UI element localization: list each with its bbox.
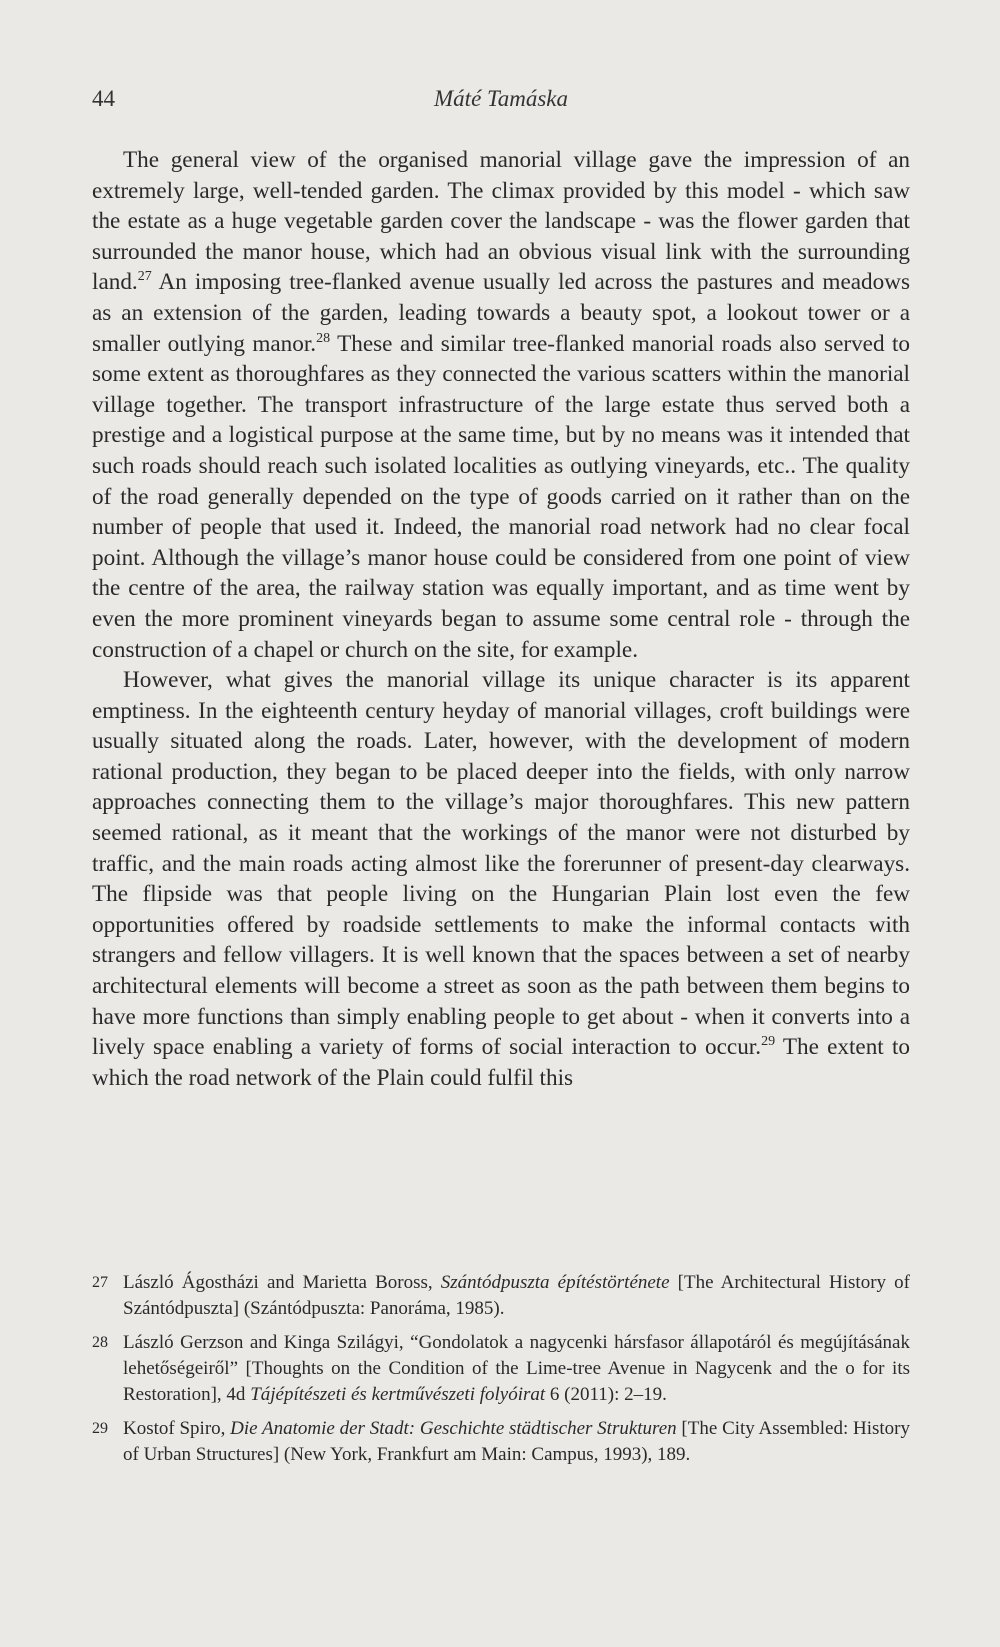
- page-number: 44: [92, 86, 115, 111]
- footnote-number: 28: [92, 1334, 108, 1351]
- footnote-number: 29: [92, 1420, 108, 1437]
- body-text: [92, 145, 910, 1093]
- footnote-text: [123, 1272, 910, 1319]
- footnote-text-post: 6 (2011): 2–19.: [545, 1384, 667, 1405]
- footnotes: [92, 1270, 910, 1476]
- footnote-ref-29: 29: [761, 1034, 776, 1050]
- footnote-text: [123, 1332, 910, 1405]
- paragraph-1-text-c: These and similar tree-flanked manorial roads also served to some extent as thoroughfares as they connected the various scatters within the manorial village together. The transport infrastructure of the large estate thus served both a prestige and a logistical purpose at the same time, but by no means was it intended that such roads should reach such isolated localities as outlying vineyards, etc.. The quality of the road generally depended on the type of goods carried on it rather than on the number of people that used it. Indeed, the manorial road network had no clear focal point. Although the village’s manor house could be considered from one point of view the centre of the area, the railway station was equally important, and as time went by even the more prominent vineyards began to assume some central role - through the construction of a chapel or church on the site, for example.: [92, 330, 910, 663]
- running-head-author: Máté Tamáska: [434, 86, 568, 111]
- footnote-title: Die Anatomie der Stadt: Geschichte städtischer Strukturen: [230, 1418, 677, 1439]
- paragraph-2: [92, 665, 910, 1093]
- footnote-text-pre: László Gerzson and Kinga Szilágyi, “Gondolatok a nagycenki hársfasor állapotáról és megújításának lehetőségeiről” [Thoughts on the Condition of the Lime-tree Avenue in Nagycenk and the o for its Restoration], 4d: [123, 1332, 910, 1405]
- footnote-text-post: [The Architectural History of Szántódpuszta] (Szántódpuszta: Panoráma, 1985).: [123, 1272, 911, 1319]
- footnote-29: [92, 1416, 910, 1468]
- footnote-28: [92, 1330, 910, 1408]
- footnote-text-post: [The City Assembled: History of Urban Structures] (New York, Frankfurt am Main: Campus, 1993), 189.: [123, 1418, 910, 1465]
- footnote-ref-28: 28: [316, 330, 331, 346]
- page-header: [92, 86, 910, 122]
- footnote-title: Tájépítészeti és kertművészeti folyóirat: [250, 1384, 546, 1405]
- footnote-27: [92, 1270, 910, 1322]
- paragraph-1-text-b: An imposing tree-flanked avenue usually led across the pastures and meadows as an extension of the garden, leading towards a beauty spot, a lookout tower or a smaller outlying manor.: [92, 269, 910, 357]
- footnote-number: 27: [92, 1274, 108, 1291]
- paragraph-2-text-a: However, what gives the manorial village its unique character is its apparent emptiness. In the eighteenth century heyday of manorial villages, croft buildings were usually situated along the roads. Later, however, with the development of modern rational production, they began to be placed deeper into the fields, with only narrow approaches connecting them to the village’s major thoroughfares. This new pattern seemed rational, as it meant that the workings of the manor were not disturbed by traffic, and the main roads acting almost like the forerunner of present-day clearways. The flipside was that people living on the Hungarian Plain lost even the few opportunities offered by roadside settlements to make the informal contacts with strangers and fellow villagers. It is well known that the spaces between a set of nearby architectural elements will become a street as soon as the path between them begins to have more functions than simply enabling people to get about - when it converts into a lively space enabling a variety of forms of social interaction to occur.: [92, 667, 910, 1061]
- paragraph-2-text-b: The extent to which the road network of the Plain could fulfil this: [92, 1034, 910, 1091]
- paragraph-1: [92, 145, 910, 665]
- footnote-ref-27: 27: [137, 269, 152, 285]
- paragraph-1-text-a: The general view of the organised manorial village gave the impression of an extremely large, well-tended garden. The climax provided by this model - which saw the estate as a huge vegetable garden cover the landscape - was the flower garden that surrounded the manor house, which had an obvious visual link with the surrounding land.: [92, 147, 910, 296]
- footnote-text-pre: Kostof Spiro,: [123, 1418, 231, 1439]
- footnote-title: Szántódpuszta építéstörténete: [440, 1272, 670, 1293]
- footnote-text: [123, 1418, 910, 1465]
- footnote-text-pre: László Ágostházi and Marietta Boross,: [123, 1272, 441, 1293]
